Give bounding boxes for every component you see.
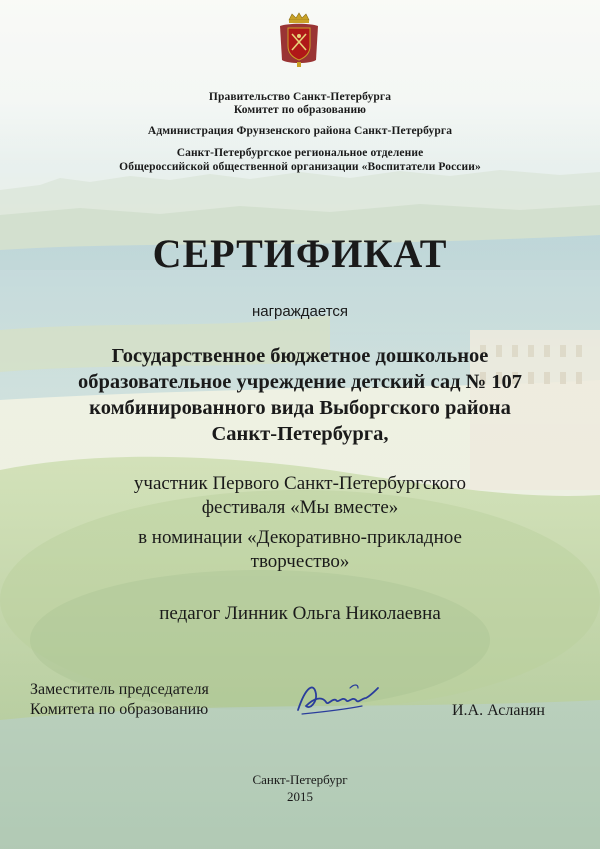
signatory-position	[30, 680, 209, 720]
header-administration: Администрация Фрунзенского района Санкт-Петербурга	[147, 125, 453, 137]
header-government: Правительство Санкт-Петербурга	[208, 91, 392, 103]
recipient-org-line4: Санкт-Петербурга,	[211, 423, 389, 445]
recipient-org-line1: Государственное бюджетное дошкольное	[111, 345, 489, 367]
participation-line1: участник Первого Санкт-Петербургского	[133, 473, 467, 494]
certificate-title: СЕРТИФИКАТ	[152, 231, 448, 276]
teacher-name: педагог Линник Ольга Николаевна	[159, 603, 441, 624]
footer-city: Санкт-Петербург	[252, 772, 348, 787]
signatory-position-line1: Заместитель председателя	[30, 681, 209, 698]
nomination-line2: творчество»	[250, 551, 350, 572]
header-organization: Общероссийской общественной организации «Воспитатели России»	[119, 161, 481, 173]
header-regional-branch: Санкт-Петербургское региональное отделение	[176, 147, 424, 159]
handwritten-signature	[292, 676, 384, 724]
header-committee: Комитет по образованию	[233, 104, 367, 116]
awarded-label: награждается	[251, 303, 349, 320]
nomination-line1: в номинации «Декоративно-прикладное	[138, 527, 462, 548]
recipient-org-line3: комбинированного вида Выборгского района	[89, 397, 511, 419]
footer-year: 2015	[287, 789, 313, 804]
signatory-name: И.А. Асланян	[452, 702, 545, 719]
recipient-org-line2: образовательное учреждение детский сад № 107	[77, 371, 523, 393]
participation-line2: фестиваля «Мы вместе»	[201, 497, 399, 518]
signatory-position-line2: Комитета по образованию	[30, 701, 209, 718]
